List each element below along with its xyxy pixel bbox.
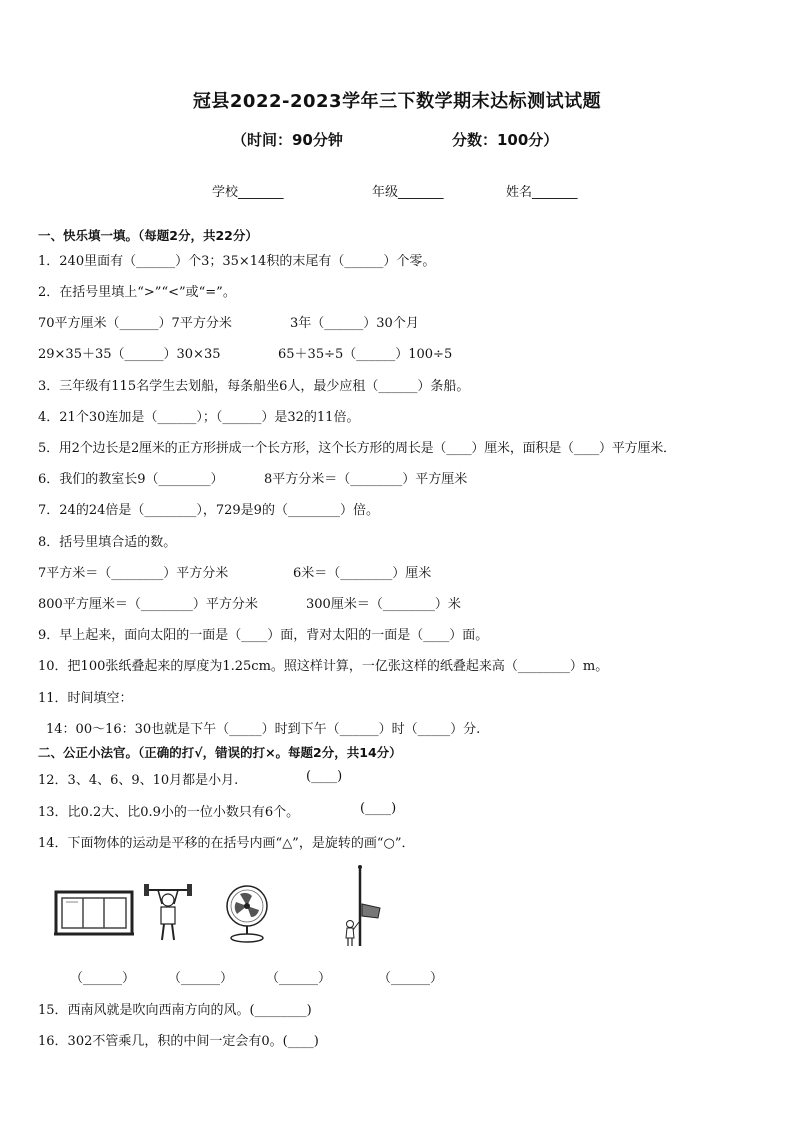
question-6a: 6．我们的教室长9（________）	[38, 472, 224, 487]
exam-score: 分数：100分）	[452, 131, 559, 149]
weightlifter-icon	[144, 880, 192, 944]
question-2d: 65＋35÷5（______）100÷5	[278, 347, 453, 362]
answer-window: （______）	[70, 971, 136, 986]
question-8b: 6米＝（________）厘米	[293, 566, 432, 581]
question-8c: 800平方厘米＝（________）平方分米	[38, 597, 258, 612]
question-14: 14．下面物体的运动是平移的在括号内画“△”，是旋转的画“○”．	[38, 836, 415, 851]
question-5: 5．用2个边长是2厘米的正方形拼成一个长方形，这个长方形的周长是（____）厘米，面积是（____）平方厘米．	[38, 441, 676, 456]
question-10: 10．把100张纸叠起来的厚度为1.25cm。照这样计算，一亿张这样的纸叠起来高（________）m。	[38, 659, 609, 674]
question-2: 2．在括号里填上“>”“<”或“=”。	[38, 285, 236, 300]
question-1: 1．240里面有（______）个3；35×14积的末尾有（______）个零。	[38, 254, 436, 269]
question-12: 12．3、4、6、9、10月都是小月.	[38, 773, 239, 788]
question-3: 3．三年级有115名学生去划船，每条船坐6人，最少应租（______）条船。	[38, 379, 470, 394]
answer-fan: （______）	[266, 971, 332, 986]
question-11: 11．时间填空：	[38, 691, 133, 706]
section-heading-1: 一、快乐填一填。（每题2分，共22分）	[38, 228, 258, 243]
question-11a: 14：00～16：30也就是下午（_____）时到下午（______）时（_____）分.	[46, 722, 481, 737]
question-2a: 70平方厘米（______）7平方分米	[38, 316, 232, 331]
fan-icon	[222, 882, 272, 944]
question-8d: 300厘米＝（________）米	[306, 597, 461, 612]
question-12-answer: (____)	[306, 769, 343, 784]
question-7: 7．24的24倍是（________），729是9的（________）倍。	[38, 503, 379, 518]
answer-weightlifter: （______）	[168, 971, 234, 986]
name-field: 姓名_______	[506, 185, 578, 200]
question-4: 4．21个30连加是（______）；（______）是32的11倍。	[38, 410, 360, 425]
question-15: 15．西南风就是吹向西南方向的风。(________)	[38, 1003, 312, 1018]
question-8a: 7平方米＝（________）平方分米	[38, 566, 229, 581]
question-2c: 29×35＋35（______）30×35	[38, 347, 221, 362]
grade-field: 年级_______	[372, 185, 444, 200]
question-13: 13．比0.2大、比0.9小的一位小数只有6个。	[38, 805, 300, 820]
question-2b: 3年（______）30个月	[290, 316, 419, 331]
window-icon	[54, 888, 134, 938]
question-9: 9．早上起来，面向太阳的一面是（____）面，背对太阳的一面是（____）面。	[38, 628, 489, 643]
school-field: 学校_______	[212, 185, 284, 200]
section-heading-2: 二、公正小法官。（正确的打√，错误的打×。每题2分，共14分）	[38, 745, 402, 760]
question-13-answer: (____)	[360, 801, 397, 816]
question-8: 8．括号里填合适的数。	[38, 535, 177, 550]
question-16: 16．302不管乘几，积的中间一定会有0。(____)	[38, 1034, 319, 1049]
question-6b: 8平方分米＝（________）平方厘米	[264, 472, 468, 487]
answer-flag: （______）	[378, 971, 444, 986]
flag-raising-icon	[340, 864, 384, 948]
page-title: 冠县2022-2023学年三下数学期末达标测试试题	[192, 91, 602, 112]
exam-time: （时间：90分钟	[232, 131, 343, 149]
